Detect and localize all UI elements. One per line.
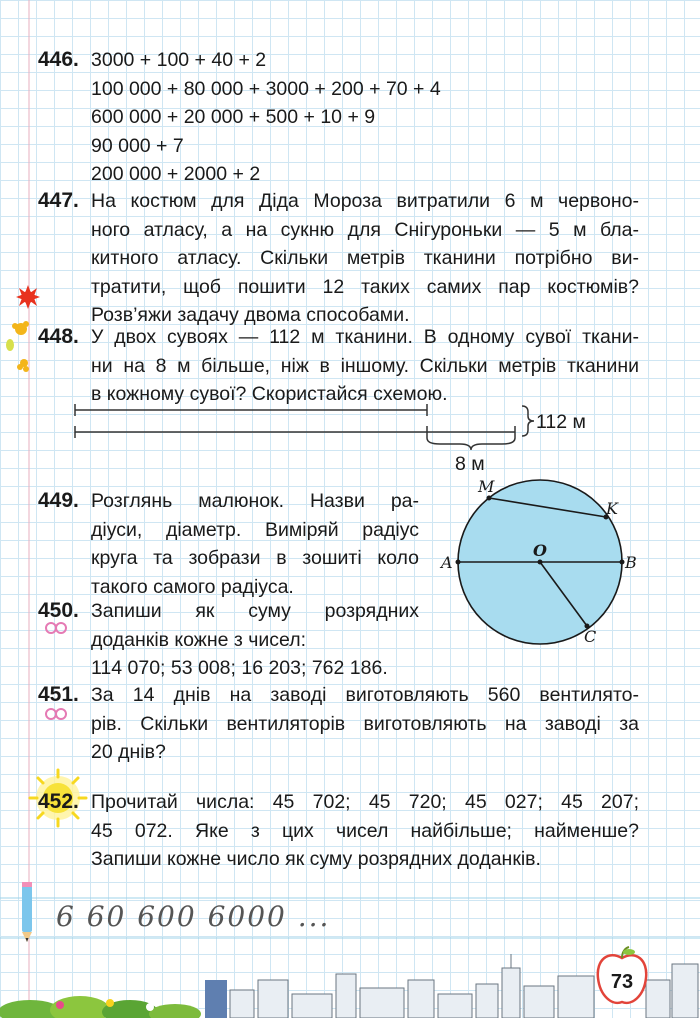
page-number-badge [594, 946, 650, 1010]
text-line: в кожному сувої? Скористайся схемою. [91, 383, 448, 405]
point-m-label: M [478, 477, 495, 496]
page-number: 73 [610, 971, 634, 993]
text-line: Розв’яжи задачу двома способами. [91, 304, 410, 326]
exercise-number: 449. [38, 489, 79, 512]
text-line: Розглянь малюнок. Назви ра- [91, 490, 419, 512]
text-line: За 14 днів на заводі виготовляють 560 вентилято- [91, 684, 639, 706]
segment-scheme [70, 400, 610, 478]
text-line: 20 днів? [91, 741, 166, 763]
expression-line: 600 000 + 20 000 + 500 + 10 + 9 [91, 106, 376, 128]
expression-line: 100 000 + 80 000 + 3000 + 200 + 70 + 4 [91, 77, 441, 100]
expression-line: 3000 + 100 + 40 + 2 [91, 49, 267, 71]
expression-line: 90 000 + 7 [91, 134, 184, 157]
text-line: На костюм для Діда Мороза витратили 6 м червоно- [91, 190, 639, 212]
text-line: У двох сувоях — 112 м тканини. В одному сувої ткани- [91, 326, 639, 348]
expression-line: 200 000 + 2000 + 2 [91, 163, 261, 185]
pair-work-icon [44, 706, 68, 722]
point-a-label: A [441, 553, 453, 572]
text-line: ного атласу, а на сукню для Снігуроньки — 5 м бла- [91, 218, 639, 241]
red-flower-icon [16, 285, 40, 309]
point-k-label: K [606, 499, 618, 518]
text-line: Запиши кожне число як суму розрядних доданків. [91, 848, 541, 870]
yellow-flower-icon [12, 321, 29, 372]
exercise-number: 447. [38, 189, 79, 212]
handwriting-sample: 6 60 600 6000 ... [56, 900, 331, 933]
exercise-number: 448. [38, 325, 79, 348]
text-line: 45 072. Яке з цих чисел найбільше; найменше? [91, 819, 639, 842]
point-b-label: B [625, 553, 637, 572]
text-line: доданків кожне з чисел: [91, 628, 307, 651]
blue-building [205, 980, 227, 1018]
leaf-icon [6, 339, 14, 351]
text-line: китного атласу. Скільки метрів тканини потрібно ви- [91, 247, 639, 269]
text-line: рів. Скільки вентиляторів виготовляють на заводі за [91, 712, 639, 735]
exercise-number: 450. [38, 599, 79, 622]
text-line: тратити, щоб пошити 12 таких самих пар костюмів? [91, 275, 639, 298]
brace-total [522, 406, 534, 436]
pencil-icon [22, 882, 32, 942]
brace-difference [427, 438, 515, 450]
text-line: Запиши як суму розрядних [91, 600, 419, 622]
notebook-margin-line [28, 0, 30, 1018]
scheme-total-label: 112 м [536, 411, 586, 433]
scheme-difference-label: 8 м [455, 453, 485, 475]
point-c-label: C [584, 627, 597, 646]
bushes [0, 996, 201, 1018]
circle-figure [434, 474, 644, 654]
exercise-number: 451. [38, 683, 79, 706]
exercise-number: 452. [38, 790, 79, 813]
pair-work-icon [44, 620, 68, 636]
exercise-number: 446. [38, 48, 79, 71]
text-line: круга та зобрази в зошиті коло [91, 547, 419, 569]
text-line: Прочитай числа: 45 702; 45 720; 45 027; 45 207; [91, 791, 639, 813]
text-line: ни на 8 м більше, ніж в іншому. Скільки метрів тканини [91, 354, 639, 377]
text-line: 114 070; 53 008; 16 203; 762 186. [91, 657, 388, 679]
text-line: такого самого радіуса. [91, 575, 294, 598]
text-line: діуси, діаметр. Виміряй радіус [91, 518, 419, 541]
point-o-label: O [533, 541, 547, 560]
